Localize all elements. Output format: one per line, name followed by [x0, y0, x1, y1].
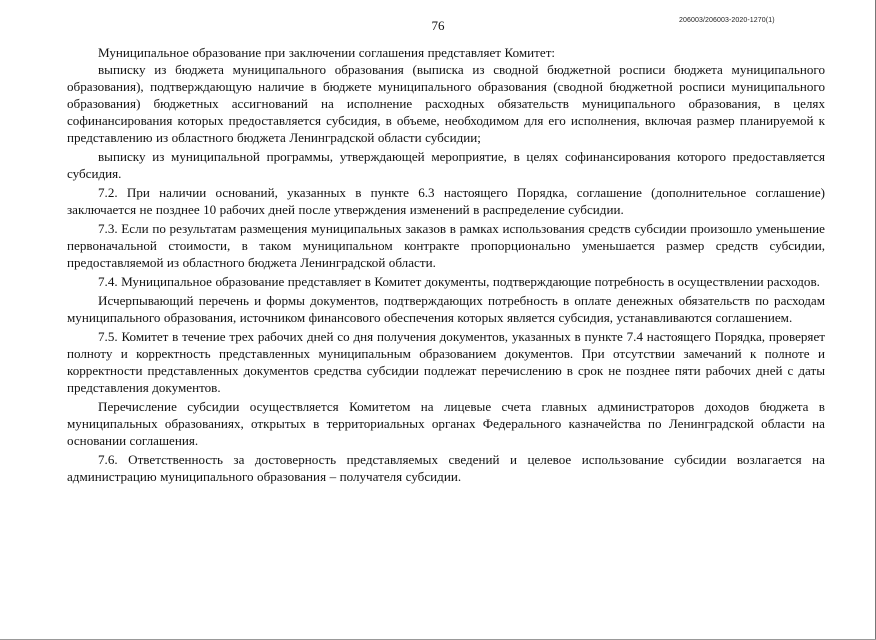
paragraph-intro: Муниципальное образование при заключении соглашения представляет Комитет: [98, 45, 556, 60]
paragraph-7-2: 7.2. При наличии оснований, указанных в пункте 6.3 настоящего Порядка, соглашение (дополнительное соглашение) заключается не позднее 10 рабочих дней после утверждения изменений в распределение субсидии. [67, 185, 825, 217]
document-id: 206003/206003-2020-1270(1) [679, 17, 775, 24]
paragraph-transfer: Перечисление субсидии осуществляется Комитетом на лицевые счета главных администраторов доходов бюджета в муниципальных образованиях, открытых в территориальных органах Федерального казначейства по Ленинградской области на основании соглашения. [67, 399, 825, 448]
paragraph-7-6: 7.6. Ответственность за достоверность представляемых сведений и целевое использование субсидии возлагается на администрацию муниципального образования – получателя субсидии. [67, 452, 825, 484]
paragraph-7-4: 7.4. Муниципальное образование представляет в Комитет документы, подтверждающие потребность в осуществлении расходов. [98, 274, 820, 289]
paragraph-7-5: 7.5. Комитет в течение трех рабочих дней со дня получения документов, указанных в пункте 7.4 настоящего Порядка, проверяет полноту и корректность представленных муниципальным образованием документов. При отсутствии замечаний к полноте и корректности представленных документов средства субсидии подлежат перечислению в срок не позднее пяти рабочих дней с даты представления документов. [67, 329, 825, 395]
page-number: 76 [431, 18, 445, 33]
document-body [67, 44, 825, 485]
paragraph-7-3: 7.3. Если по результатам размещения муниципальных заказов в рамках использования средств субсидии произошло уменьшение первоначальной стоимости, в таком муниципальном контракте пропорционально уменьшается размер средств субсидии, предоставляемой из областного бюджета Ленинградской области. [67, 221, 825, 270]
paragraph-program-extract: выписку из муниципальной программы, утверждающей мероприятие, в целях софинансирования которого предоставляется субсидия. [67, 149, 825, 181]
paragraph-documents-list: Исчерпывающий перечень и формы документов, подтверждающих потребность в оплате денежных обязательств по расходам муниципального образования, источником финансового обеспечения которых является субсидия, устанавливаются соглашением. [67, 293, 825, 325]
paragraph-budget-extract: выписку из бюджета муниципального образования (выписка из сводной бюджетной росписи бюджета муниципального образования), подтверждающую наличие в бюджете муниципального образования (сводной бюджетной росписи муниципального образования) бюджетных ассигнований на исполнение расходных обязательств муниципального образования, в целях софинансирования которых предоставляется субсидия, в объеме, необходимом для его исполнения, включая размер планируемой к представлению из областного бюджета Ленинградской области субсидии; [67, 62, 825, 145]
